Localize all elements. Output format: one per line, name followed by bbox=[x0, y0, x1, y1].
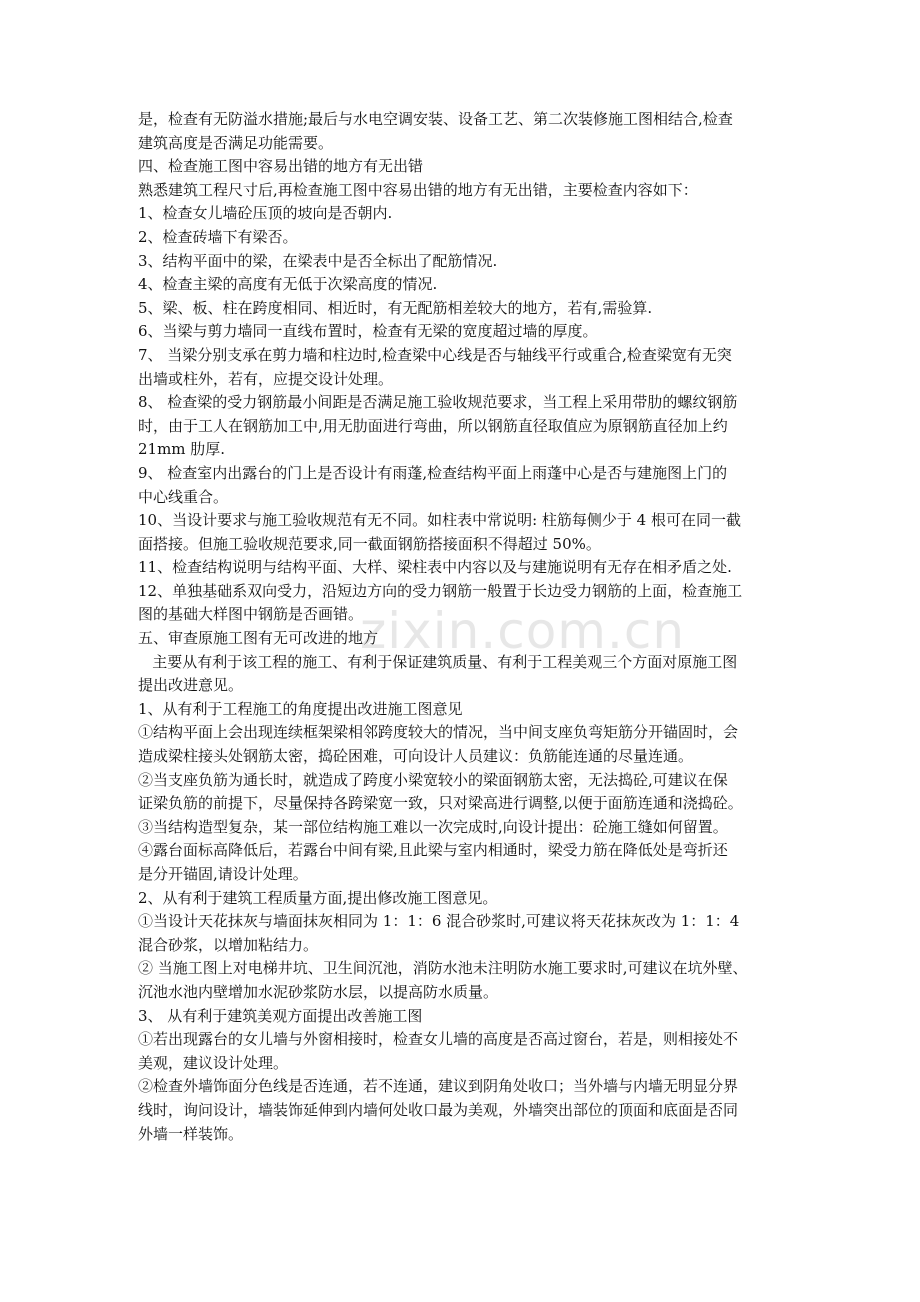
text-line: 面搭接。但施工验收规范要求,同一截面钢筋搭接面积不得超过 50%。 bbox=[138, 534, 601, 553]
text-line: 熟悉建筑工程尺寸后,再检查施工图中容易出错的地方有无出错，主要检查内容如下： bbox=[138, 180, 698, 199]
text-line: 3、结构平面中的梁，在梁表中是否全标出了配筋情况. bbox=[138, 251, 498, 270]
text-line: 外墙一样装饰。 bbox=[138, 1124, 244, 1143]
text-line: 2、从有利于建筑工程质量方面,提出修改施工图意见。 bbox=[138, 888, 498, 907]
text-line: 5、梁、板、柱在跨度相同、相近时，有无配筋相差较大的地方，若有,需验算. bbox=[138, 298, 653, 317]
text-line: 沉池水池内壁增加水泥砂浆防水层，以提高防水质量。 bbox=[138, 982, 499, 1001]
text-line: 主要从有利于该工程的施工、有利于保证建筑质量、有利于工程美观三个方面对原施工图 bbox=[138, 652, 738, 671]
text-line: 是分开锚固,请设计处理。 bbox=[138, 865, 308, 883]
text-line: 6、当梁与剪力墙同一直线布置时，检查有无梁的宽度超过墙的厚度。 bbox=[138, 322, 598, 341]
text-line: 混合砂浆，以增加粘结力。 bbox=[138, 935, 319, 954]
text-line: 21mm 肋厚. bbox=[138, 440, 226, 459]
text-line: ①当设计天花抹灰与墙面抹灰相同为 1：1：6 混合砂浆时,可建议将天花抹灰改为 1：1：4 bbox=[138, 912, 740, 931]
text-line: ①结构平面上会出现连续框架梁相邻跨度较大的情况，当中间支座负弯矩筋分开锚固时，会 bbox=[138, 723, 739, 742]
text-line: 四、检查施工图中容易出错的地方有无出错 bbox=[138, 157, 424, 176]
text-line: 美观，建议设计处理。 bbox=[138, 1053, 289, 1072]
text-line: ② 当施工图上对电梯井坑、卫生间沉池，消防水池未注明防水施工要求时,可建议在坑外壁、 bbox=[138, 959, 748, 978]
text-line: ②检查外墙饰面分色线是否连通，若不连通，建议到阴角处收口；当外墙与内墙无明显分界 bbox=[138, 1077, 739, 1096]
text-line: 7、 当梁分别支承在剪力墙和柱边时,检查梁中心线是否与轴线平行或重合,检查梁宽有无突 bbox=[138, 345, 732, 364]
text-line: 12、单独基础系双向受力，沿短边方向的受力钢筋一般置于长边受力钢筋的上面，检查施工 bbox=[138, 581, 743, 600]
text-line: ②当支座负筋为通长时，就造成了跨度小梁宽较小的梁面钢筋太密，无法捣砼,可建议在保 bbox=[138, 770, 728, 789]
text-line: 2、检查砖墙下有梁否。 bbox=[138, 227, 298, 246]
text-line: 证梁负筋的前提下，尽量保持各跨梁宽一致，只对梁高进行调整,以便于面筋连通和浇捣砼。 bbox=[138, 794, 743, 813]
text-line: 3、 从有利于建筑美观方面提出改善施工图 bbox=[138, 1006, 423, 1025]
text-line: 建筑高度是否满足功能需要。 bbox=[138, 133, 334, 152]
text-line: 1、从有利于工程施工的角度提出改进施工图意见 bbox=[138, 699, 463, 718]
text-line: 1、检查女儿墙砼压顶的坡向是否朝内. bbox=[138, 204, 393, 223]
text-line: 8、 检查梁的受力钢筋最小间距是否满足施工验收规范要求，当工程上采用带肋的螺纹钢筋 bbox=[138, 393, 738, 412]
text-line: 五、审查原施工图有无可改进的地方 bbox=[138, 629, 379, 648]
text-line: ④露台面标高降低后，若露台中间有梁,且此梁与室内相通时，梁受力筋在降低处是弯折还 bbox=[138, 841, 728, 860]
watermark: zixin.com.cn bbox=[360, 602, 686, 660]
text-line: ③当结构造型复杂，某一部位结构施工难以一次完成时,向设计提出：砼施工缝如何留置。 bbox=[138, 817, 728, 836]
text-line: 9、 检查室内出露台的门上是否设计有雨蓬,检查结构平面上雨蓬中心是否与建施图上门的 bbox=[138, 463, 728, 482]
text-line: 图的基础大样图中钢筋是否画错。 bbox=[138, 605, 364, 624]
text-line: 10、当设计要求与施工验收规范有无不同。如柱表中常说明: 柱筋每侧少于 4 根可在同一截 bbox=[138, 511, 741, 530]
text-line: 4、检查主梁的高度有无低于次梁高度的情况. bbox=[138, 275, 438, 294]
text-line: 中心线重合。 bbox=[138, 487, 229, 506]
text-line: 造成梁柱接头处钢筋太密，捣砼困难，可向设计人员建议：负筋能连通的尽量连通。 bbox=[138, 747, 694, 766]
text-line: 11、检查结构说明与结构平面、大样、梁柱表中内容以及与建施说明有无存在相矛盾之处. bbox=[138, 558, 732, 577]
text-line: ①若出现露台的女儿墙与外窗相接时，检查女儿墙的高度是否高过窗台，若是，则相接处不 bbox=[138, 1030, 739, 1049]
text-line: 线时，询问设计，墙装饰延伸到内墙何处收口最为美观，外墙突出部位的顶面和底面是否同 bbox=[138, 1100, 739, 1119]
text-line: 是，检查有无防溢水措施;最后与水电空调安装、设备工艺、第二次装修施工图相结合,检查 bbox=[138, 110, 733, 128]
text-line: 提出改进意见。 bbox=[138, 676, 244, 695]
text-line: 出墙或柱外，若有，应提交设计处理。 bbox=[138, 369, 394, 388]
text-line: 时，由于工人在钢筋加工中,用无肋面进行弯曲，所以钢筋直径取值应为原钢筋直径加上约 bbox=[138, 416, 728, 435]
